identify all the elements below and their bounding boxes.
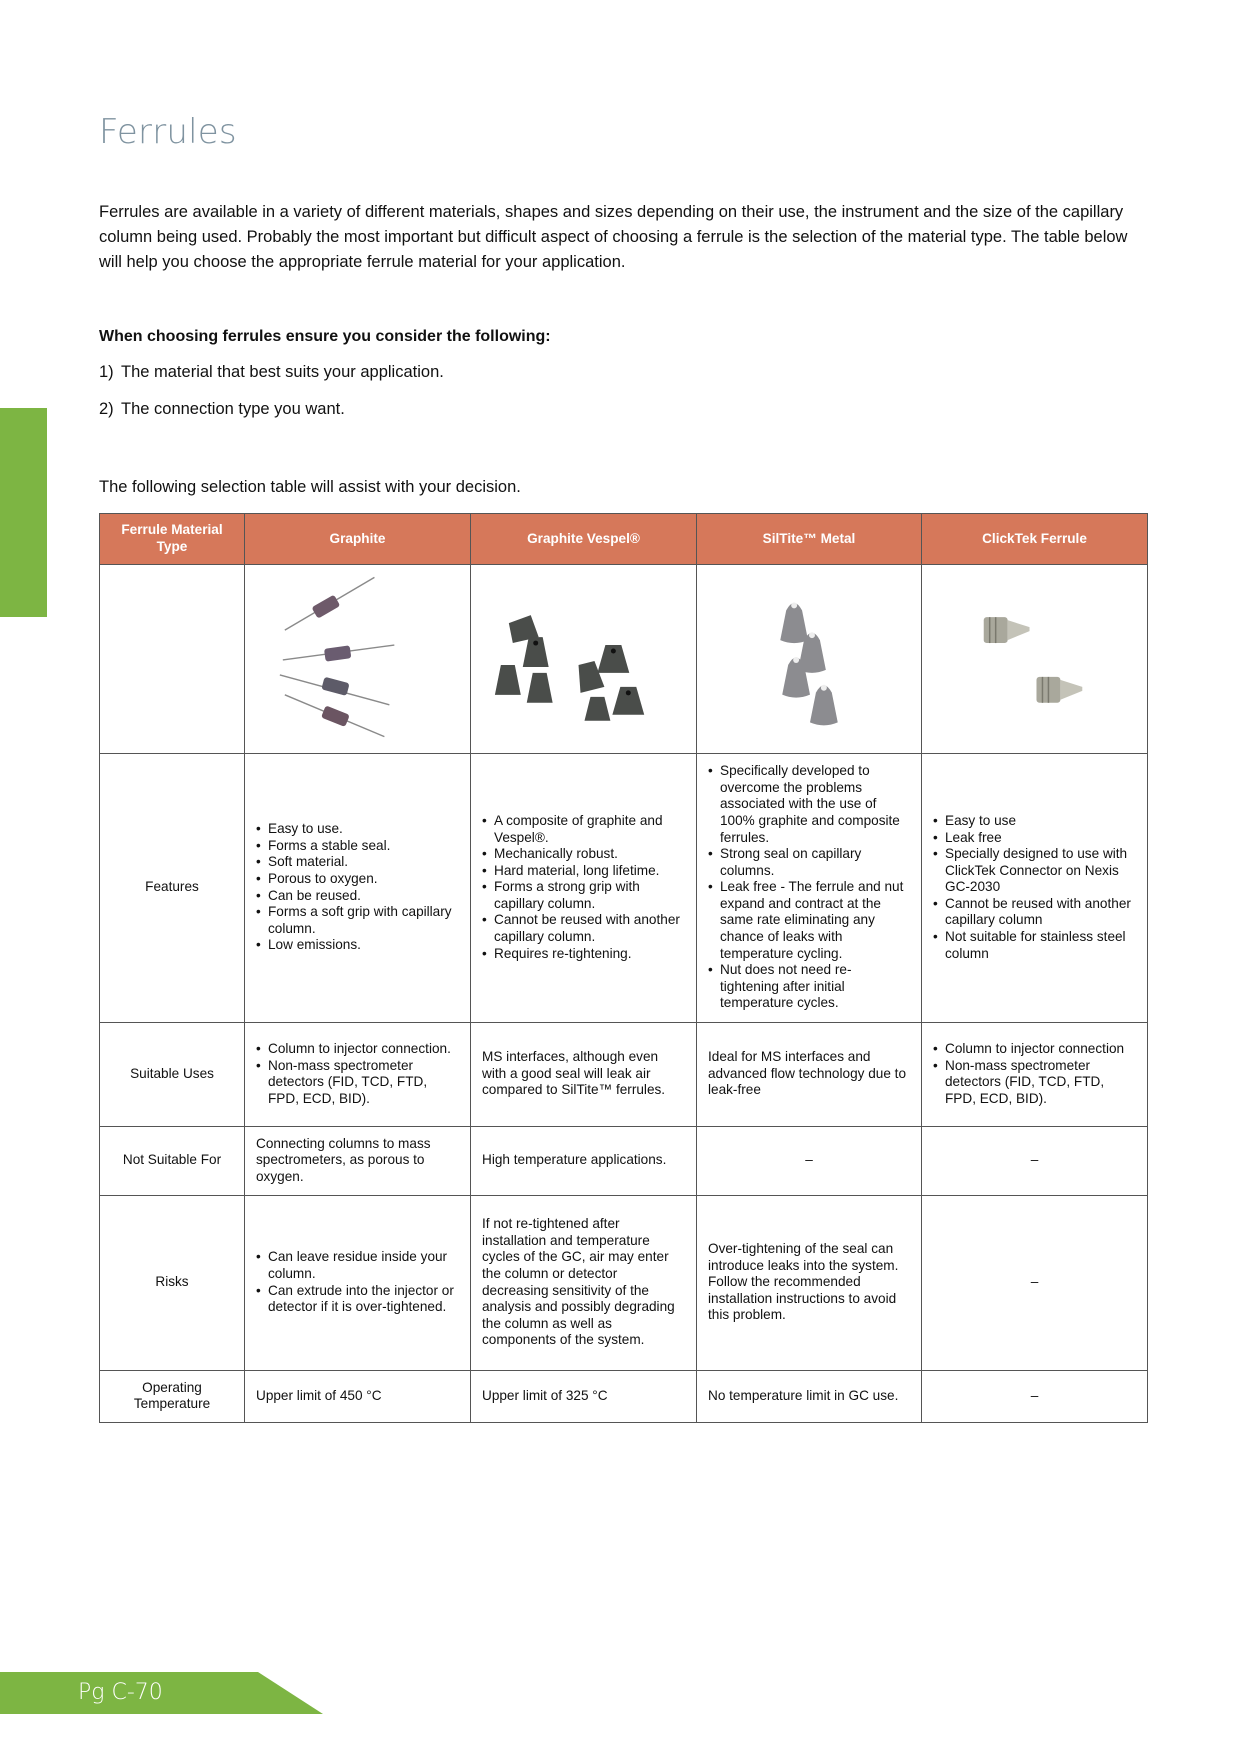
table-row-suitable-uses xyxy=(100,1022,1148,1126)
bullet-item: • Column to injector connection. xyxy=(256,1041,459,1058)
cell-vespel-suitable: MS interfaces, although even with a good seal will leak air compared to SilTite™ ferrules. xyxy=(471,1022,697,1126)
table-row-features xyxy=(100,753,1148,1022)
cell-graphite-risks xyxy=(245,1195,471,1370)
cell-siltite-risks: Over-tightening of the seal can introduce leaks into the system. Follow the recommended installation instructions to avoid this problem. xyxy=(697,1195,922,1370)
bullet-item: • Easy to use xyxy=(933,813,1136,830)
bullet-item: • Specifically developed to overcome the problems associated with the use of 100% graphite and composite ferrules. xyxy=(708,763,910,846)
bullet-item: • Leak free - The ferrule and nut expand and contract at the same rate eliminating any chance of leaks with temperature cycling. xyxy=(708,879,910,962)
page-footer-band xyxy=(0,1672,323,1714)
bullet-item: • Can leave residue inside your column. xyxy=(256,1249,459,1282)
graphite-ferrule-image xyxy=(245,565,470,748)
cell-siltite-suitable: Ideal for MS interfaces and advanced flow technology due to leak-free xyxy=(697,1022,922,1126)
ferrule-selection-table xyxy=(99,513,1148,1423)
table-row-risks xyxy=(100,1195,1148,1370)
bullet-item: • Column to injector connection xyxy=(933,1041,1136,1058)
consider-item xyxy=(99,363,444,400)
cell-siltite-temperature: No temperature limit in GC use. xyxy=(697,1370,922,1422)
bullet-item: • Forms a soft grip with capillary column. xyxy=(256,904,459,937)
header-material-type: Ferrule Material Type xyxy=(100,514,245,565)
bullet-item: • Porous to oxygen. xyxy=(256,871,459,888)
siltite-metal-ferrule-image xyxy=(697,565,921,748)
siltite-metal-ferrules-photo xyxy=(697,565,922,754)
table-header-row xyxy=(100,514,1148,565)
bullet-item: • Hard material, long lifetime. xyxy=(482,863,685,880)
bullet-item: • Requires re-tightening. xyxy=(482,946,685,963)
row-label-risks: Risks xyxy=(100,1195,245,1370)
cell-vespel-not-suitable: High temperature applications. xyxy=(471,1126,697,1195)
bullet-item: • Forms a strong grip with capillary column. xyxy=(482,879,685,912)
cell-clicktek-suitable xyxy=(922,1022,1148,1126)
graphite-ferrules-photo xyxy=(245,565,471,754)
table-row-images xyxy=(100,565,1148,754)
bullet-item: • Can be reused. xyxy=(256,888,459,905)
header-siltite-metal: SilTite™ Metal xyxy=(697,514,922,565)
cell-graphite-not-suitable: Connecting columns to mass spectrometers, as porous to oxygen. xyxy=(245,1126,471,1195)
header-graphite: Graphite xyxy=(245,514,471,565)
row-label-operating-temperature: Operating Temperature xyxy=(100,1370,245,1422)
bullet-item: • Forms a stable seal. xyxy=(256,838,459,855)
cell-clicktek-temperature: – xyxy=(922,1370,1148,1422)
feature-list xyxy=(933,813,1136,962)
cell-graphite-temperature: Upper limit of 450 °C xyxy=(245,1370,471,1422)
risk-list xyxy=(256,1249,459,1315)
clicktek-ferrules-photo xyxy=(922,565,1148,754)
page-title: Ferrules xyxy=(99,112,237,152)
graphite-vespel-ferrules-photo xyxy=(471,565,697,754)
bullet-item: • Nut does not need re-tightening after initial temperature cycles. xyxy=(708,962,910,1012)
bullet-item: • Leak free xyxy=(933,830,1136,847)
bullet-item: • Strong seal on capillary columns. xyxy=(708,846,910,879)
cell-clicktek-risks: – xyxy=(922,1195,1148,1370)
header-graphite-vespel: Graphite Vespel® xyxy=(471,514,697,565)
cell-siltite-not-suitable: – xyxy=(697,1126,922,1195)
feature-list xyxy=(708,763,910,1012)
page-number: Pg C-70 xyxy=(78,1680,163,1705)
bullet-item: • Soft material. xyxy=(256,854,459,871)
bullet-item: • Specially designed to use with ClickTek Connector on Nexis GC-2030 xyxy=(933,846,1136,896)
suitable-list xyxy=(933,1041,1136,1107)
bullet-item: • Not suitable for stainless steel column xyxy=(933,929,1136,962)
empty-cell xyxy=(100,565,245,754)
bullet-item: • Low emissions. xyxy=(256,937,459,954)
consider-heading: When choosing ferrules ensure you consider the following: xyxy=(99,328,551,345)
bullet-item: • Mechanically robust. xyxy=(482,846,685,863)
cell-siltite-features xyxy=(697,753,922,1022)
cell-clicktek-features xyxy=(922,753,1148,1022)
cell-vespel-temperature: Upper limit of 325 °C xyxy=(471,1370,697,1422)
bullet-item: • Cannot be reused with another capillary column. xyxy=(482,912,685,945)
row-label-features: Features xyxy=(100,753,245,1022)
header-clicktek: ClickTek Ferrule xyxy=(922,514,1148,565)
consider-list xyxy=(99,363,444,437)
feature-list xyxy=(482,813,685,962)
feature-list xyxy=(256,821,459,954)
bullet-item: • Can extrude into the injector or detector if it is over-tightened. xyxy=(256,1283,459,1316)
cell-graphite-suitable xyxy=(245,1022,471,1126)
table-lead-text: The following selection table will assist with your decision. xyxy=(99,478,521,496)
cell-vespel-risks: If not re-tightened after installation and temperature cycles of the GC, air may enter the column or detector decreasing sensitivity of the analysis and possibly degrading the column as well as components of the system. xyxy=(471,1195,697,1370)
table-row-operating-temperature xyxy=(100,1370,1148,1422)
intro-paragraph: Ferrules are available in a variety of different materials, shapes and sizes depending on their use, the instrument and the size of the capillary column being used. Probably the most important but difficult aspect of choosing a ferrule is the selection of the material type. The table below will help you choose the appropriate ferrule material for your application. xyxy=(99,203,1128,271)
bullet-item: • Non-mass spectrometer detectors (FID, TCD, FTD, FPD, ECD, BID). xyxy=(933,1058,1136,1108)
bullet-item: • Cannot be reused with another capillary column xyxy=(933,896,1136,929)
cell-clicktek-not-suitable: – xyxy=(922,1126,1148,1195)
row-label-not-suitable: Not Suitable For xyxy=(100,1126,245,1195)
bullet-item: • Easy to use. xyxy=(256,821,459,838)
cell-graphite-features xyxy=(245,753,471,1022)
suitable-list xyxy=(256,1041,459,1107)
item-number: 1) xyxy=(99,363,114,381)
table-row-not-suitable xyxy=(100,1126,1148,1195)
bullet-item: • Non-mass spectrometer detectors (FID, TCD, FTD, FPD, ECD, BID). xyxy=(256,1058,459,1108)
consider-item xyxy=(99,400,444,437)
item-text: The material that best suits your application. xyxy=(121,363,444,381)
item-number: 2) xyxy=(99,400,114,418)
section-tab-marker xyxy=(0,408,47,617)
row-label-suitable-uses: Suitable Uses xyxy=(100,1022,245,1126)
bullet-item: • A composite of graphite and Vespel®. xyxy=(482,813,685,846)
clicktek-ferrule-image xyxy=(922,565,1147,748)
graphite-vespel-ferrule-image xyxy=(471,565,696,748)
item-text: The connection type you want. xyxy=(121,400,345,418)
cell-vespel-features xyxy=(471,753,697,1022)
